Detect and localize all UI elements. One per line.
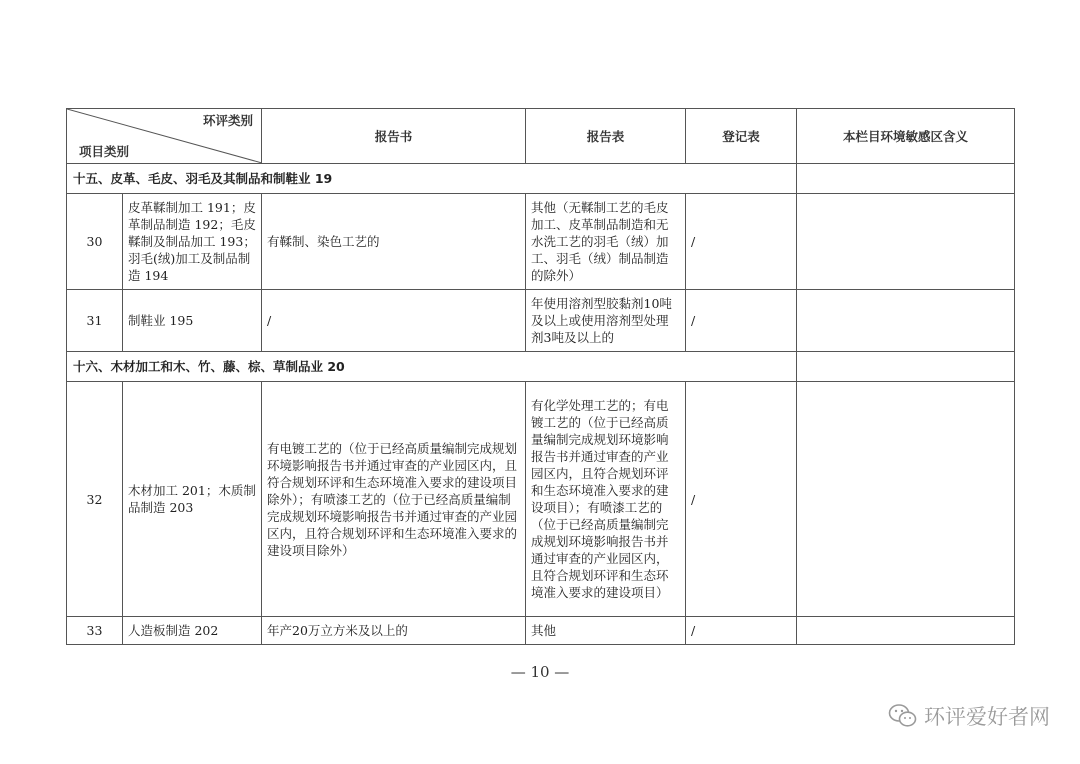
row-report-book: 年产20万立方米及以上的 [262,617,526,645]
row-registration: / [686,617,797,645]
diagonal-header-cell [67,109,262,164]
section-empty-cell [797,164,1015,194]
table-header-row [67,109,1015,164]
row-report-book: 有电镀工艺的（位于已经高质量编制完成规划环境影响报告书并通过审查的产业园区内，且符合规划环评和生态环境准入要求的建设项目除外）；有喷漆工艺的（位于已经高质量编制完成规划环境影响报告书并通过审查的产业园区内，且符合规划环评和生态环境准入要求的建设项目除外） [262,382,526,617]
row-report-form: 有化学处理工艺的；有电镀工艺的（位于已经高质量编制完成规划环境影响报告书并通过审查的产业园区内，且符合规划环评和生态环境准入要求的建设项目）；有喷漆工艺的（位于已经高质量编制完成规划环境影响报告书并通过审查的产业园区内，且符合规划环评和生态环境准入要求的建设项目） [526,382,686,617]
section-empty-cell [797,352,1015,382]
row-number: 31 [67,290,123,352]
header-registration-form: 登记表 [686,109,797,164]
row-number: 33 [67,617,123,645]
row-sensitive [797,382,1015,617]
row-sensitive [797,617,1015,645]
row-report-form: 其他（无鞣制工艺的毛皮加工、皮革制品制造和无水洗工艺的羽毛（绒）加工、羽毛（绒）制品制造的除外） [526,194,686,290]
row-report-form: 年使用溶剂型胶黏剂10吨及以上或使用溶剂型处理剂3吨及以上的 [526,290,686,352]
row-registration: / [686,382,797,617]
classification-table [66,108,1015,645]
header-project-category: 项目类别 [79,144,130,159]
header-report-form: 报告表 [526,109,686,164]
section-title: 十六、木材加工和木、竹、藤、棕、草制品业 20 [67,352,797,382]
wechat-icon [888,703,918,729]
row-number: 32 [67,382,123,617]
row-sensitive [797,290,1015,352]
table-row [67,617,1015,645]
header-sensitive-area: 本栏目环境敏感区含义 [797,109,1015,164]
row-registration: / [686,194,797,290]
table-row [67,382,1015,617]
table-row [67,194,1015,290]
row-category: 制鞋业 195 [123,290,262,352]
header-eia-category: 环评类别 [202,113,253,128]
row-report-book: 有鞣制、染色工艺的 [262,194,526,290]
row-registration: / [686,290,797,352]
table-row [67,290,1015,352]
row-category: 木材加工 201；木质制品制造 203 [123,382,262,617]
row-report-form: 其他 [526,617,686,645]
row-report-book: / [262,290,526,352]
row-sensitive [797,194,1015,290]
row-category: 人造板制造 202 [123,617,262,645]
section-title: 十五、皮革、毛皮、羽毛及其制品和制鞋业 19 [67,164,797,194]
section-row [67,352,1015,382]
page-number: — 10 — [510,663,570,681]
header-report-book: 报告书 [262,109,526,164]
watermark [888,701,1050,731]
row-category: 皮革鞣制加工 191；皮革制品制造 192；毛皮鞣制及制品加工 193；羽毛(绒)加工及制品制造 194 [123,194,262,290]
section-row [67,164,1015,194]
classification-table-page [66,108,1014,645]
row-number: 30 [67,194,123,290]
watermark-text: 环评爱好者网 [924,705,1050,729]
